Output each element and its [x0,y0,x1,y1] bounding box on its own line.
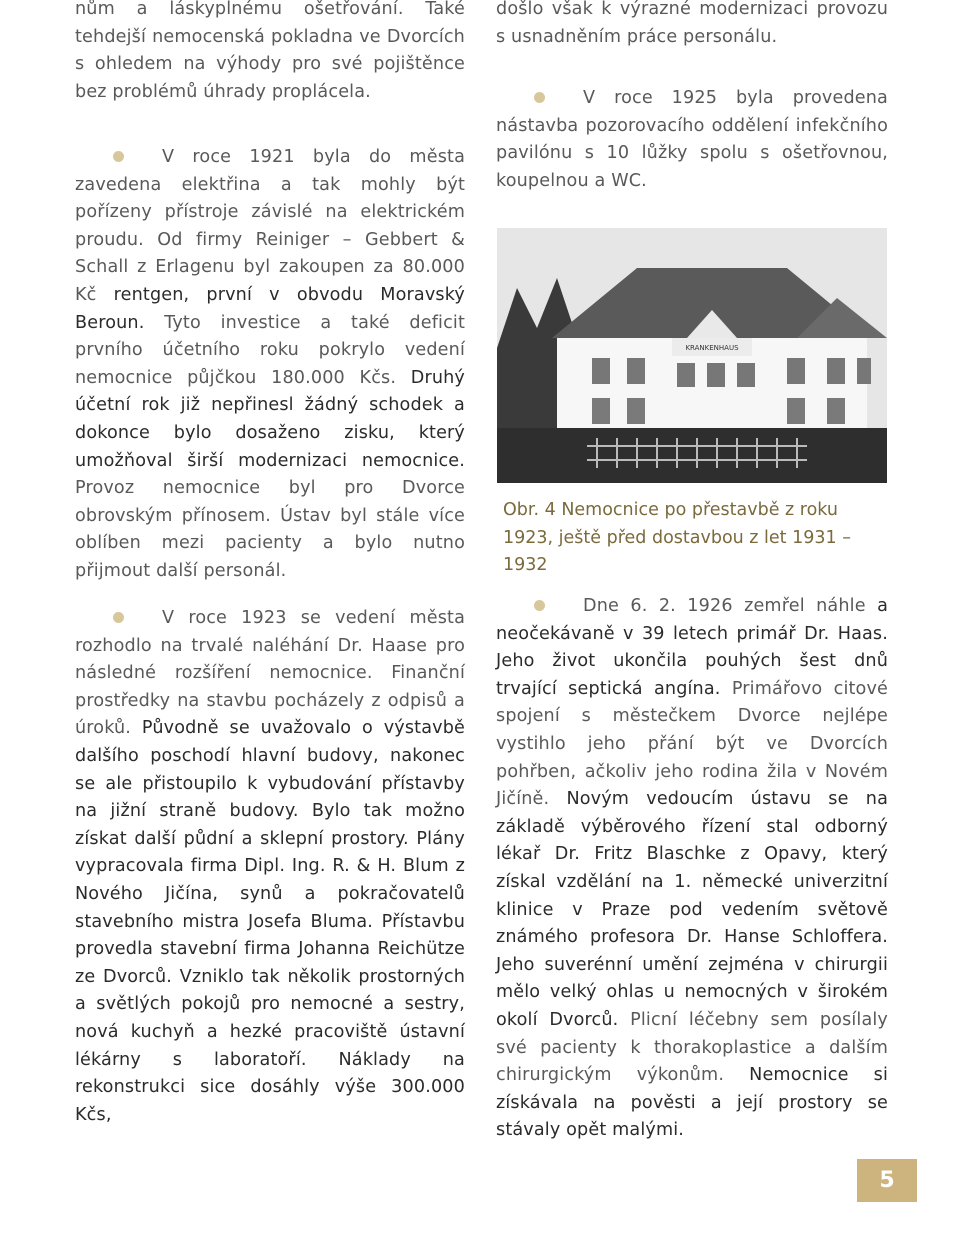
photo-caption [503,497,893,580]
right-paragraph-1-text: došlo však k výrazné modernizaci provozu s usnadněním práce personálu. [496,0,888,47]
bullet-icon [113,612,124,623]
left-paragraph-2-text-b: rentgen, první v obvodu Moravský Beroun. [75,284,465,333]
right-paragraph-1 [496,0,888,51]
hospital-photo [497,228,887,483]
right-paragraph-3-text-b: a neočekávaně v 39 letech primář Dr. Haas. Jeho život ukončila pouhých šest dnů trvající septická angína. [496,596,888,699]
right-paragraph-3-text-c: Primářovo citové spojení s městečkem Dvorce nejlépe vystihlo jeho přání být ve Dvorcích pohřben, ačkoliv jeho rodina žila v Novém Jičíně. [496,678,888,810]
page-number: 5 [879,1168,895,1193]
left-paragraph-1 [75,0,465,106]
page-number-badge [857,1159,917,1202]
caption-text: 4 Nemocnice po přestavbě z roku 1923, ještě před dostavbou z let 1931 – 1932 [503,500,851,575]
bullet-icon [534,92,545,103]
right-paragraph-3-text-a: Dne 6. 2. 1926 zemřel náhle [583,596,866,616]
right-paragraph-3 [496,593,888,1145]
left-paragraph-2-text-d: Druhý účetní rok již nepřinesl žádný schodek a dokonce bylo dosaženo zisku, který umožňoval širší modernizaci nemocnice. [75,367,465,471]
hospital-building-image [497,228,887,483]
right-paragraph-3-text-f: Nemocnice si získávala na pověsti a její prostory se stávaly opět malými. [496,1065,888,1141]
left-paragraph-3 [75,605,465,1129]
left-paragraph-2-text-e: Provoz nemocnice byl pro Dvorce obrovským přínosem. Ústav byl stále více oblíben mezi pacienty a bylo nutno přijmout další personál. [75,478,465,581]
caption-prefix: Obr. [503,500,540,520]
bullet-icon [113,151,124,162]
right-paragraph-3-text-d: Novým vedoucím ústavu se na základě výběrového řízení stal odborný lékař Dr. Fritz Blaschke z Opavy, který získal vzdělání na 1. německé univerzitní klinice v Praze pod vedením světově známého profesora Dr. Hanse Schloffera. Jeho suverénní umění zejména v chirurgii mělo velký ohlas u nemocných v širokém okolí Dvorců. [496,789,888,1030]
left-paragraph-2-text-c: Tyto investice a také deficit prvního účetního roku pokrylo vedení nemocnice půjčkou 180.000 Kčs. [75,312,466,388]
left-paragraph-3-text-b: Původně se uvažovalo o výstavbě dalšího poschodí hlavní budovy, nakonec se ale přistoupilo k vybudování přístavby na jižní straně budovy. Bylo tak možno získat další půdní a sklepní prostory. Plány vypracovala firma Dipl. Ing. R. & H. Blum z Nového Jičína, synů a pokračovatelů stavebního mistra Josefa Bluma. Přístavbu provedla stavební firma Johanna Reichütze ze Dvorců. Vzniklo tak několik prostorných a světlých pokojů pro nemocné a sestry, nová kuchyň a hezké pracoviště ústavní lékárny s laboratoří. Náklady na rekonstrukci sice dosáhly výše 300.000 Kčs, [75,718,465,1125]
building-sign: KRANKENHAUS [685,344,739,352]
left-paragraph-2 [75,144,465,586]
right-paragraph-2 [496,85,888,195]
left-paragraph-2-text-a: V roce 1921 byla do města zavedena elektřina a tak mohly být pořízeny přístroje závislé na elektrickém proudu. Od firmy Reiniger – Gebbert & Schall z Erlagenu byl zakoupen za 80.000 Kč [75,147,465,305]
left-paragraph-1-text: nům a láskyplnému ošetřování. Také tehdejší nemocenská pokladna ve Dvorcích s ohledem na výhody pro své pojištěnce bez problémů úhrady proplácela. [75,0,465,102]
right-paragraph-3-text-e: Plicní léčebny sem posílaly své pacienty k thorakoplastice a dalším chirurgickým výkonům. [496,1009,888,1086]
left-paragraph-3-text-a: V roce 1923 se vedení města rozhodlo na trvalé naléhání Dr. Haase pro následné rozšíření nemocnice. Finanční prostředky na stavbu pocházely z odpisů a úroků. [75,608,465,739]
bullet-icon [534,600,545,611]
right-paragraph-2-text: V roce 1925 byla provedena nástavba pozorovacího oddělení infekčního pavilónu s 10 lůžky spolu s ošetřovnou, koupelnou a WC. [496,88,888,191]
